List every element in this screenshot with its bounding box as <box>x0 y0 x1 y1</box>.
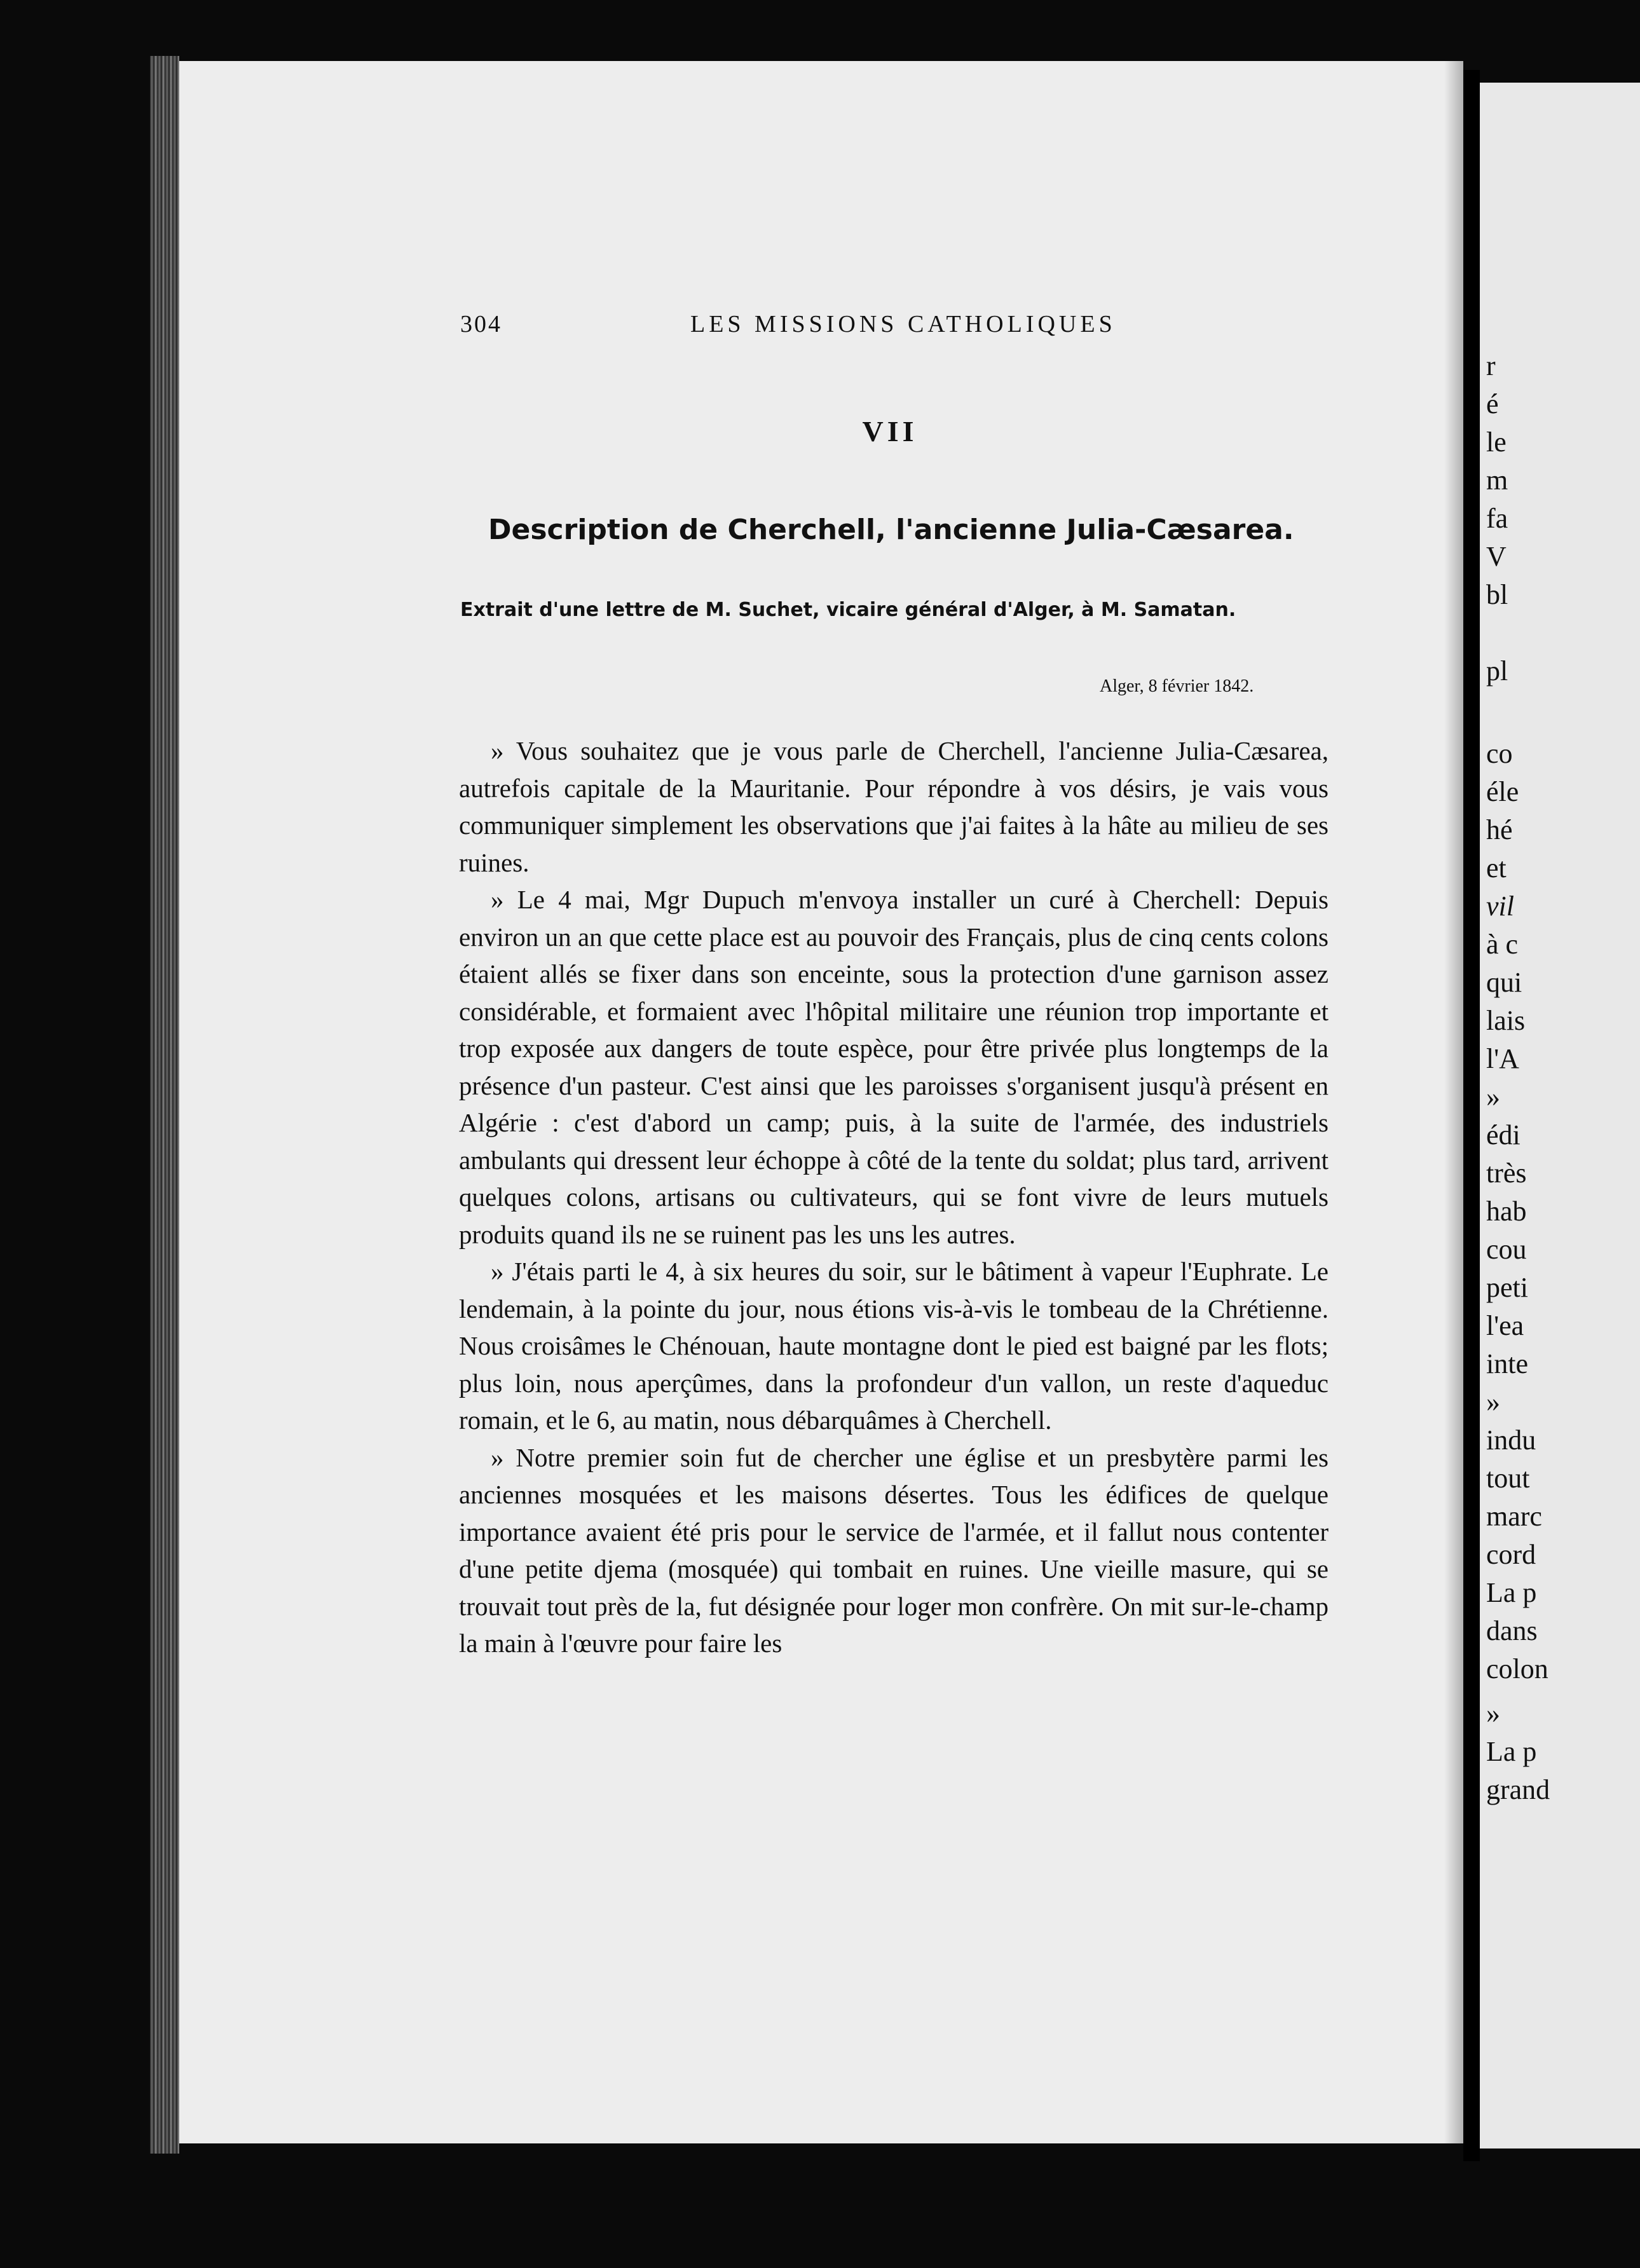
fragment-line: éle <box>1486 776 1519 807</box>
fragment-line: r <box>1486 350 1496 381</box>
fragment-line: peti <box>1486 1272 1528 1303</box>
running-title: LES MISSIONS CATHOLIQUES <box>690 311 1116 338</box>
paragraph: » J'étais parti le 4, à six heures du soir, sur le bâtiment à vapeur l'Euphrate. Le lendemain, à la pointe du jour, nous étions vis-à-vis le tombeau de la Chrétienne. Nous croisâmes le Chénouan, haute montagne dont le pied est baigné par les flots; plus loin, nous aperçûmes, dans la profondeur d'un vallon, un reste d'aqueduc romain, et le 6, au matin, nous débarquâmes à Cherchell. <box>459 1257 1329 1435</box>
page-number: 304 <box>460 311 502 338</box>
article-subtitle: Extrait d'une lettre de M. Suchet, vicaire général d'Alger, à M. Samatan. <box>460 599 1236 621</box>
article-title: Description de Cherchell, l'ancienne Julia-Cæsarea. <box>488 514 1294 546</box>
fragment-line: m <box>1486 465 1508 496</box>
fragment-line: fa <box>1486 503 1508 534</box>
fragment-line: hab <box>1486 1196 1527 1227</box>
fragment-line: cou <box>1486 1234 1527 1265</box>
fragment-line: grand <box>1486 1774 1550 1805</box>
fragment-line: à c <box>1486 929 1519 960</box>
fragment-line: dans <box>1486 1615 1538 1646</box>
fragment-line: édi <box>1486 1119 1520 1151</box>
article-body <box>459 732 1329 1662</box>
fragment-line: pl <box>1486 655 1508 687</box>
fragment-line: très <box>1486 1158 1527 1189</box>
fragment-line: La p <box>1486 1577 1537 1608</box>
fragment-line: La p <box>1486 1736 1537 1767</box>
fragment-line: hé <box>1486 814 1513 845</box>
fragment-line: bl <box>1486 579 1508 610</box>
fragment-line: tout <box>1486 1463 1530 1494</box>
fragment-line: é <box>1486 388 1499 420</box>
book-gutter <box>1463 70 1480 2161</box>
fragment-line: l'ea <box>1486 1310 1524 1341</box>
fragment-line: et <box>1486 852 1507 884</box>
right-page-fragment <box>1480 83 1640 2148</box>
paragraph: » Notre premier soin fut de chercher une église et un presbytère parmi les anciennes mosquées et les maisons désertes. Tous les édifices de quelque importance avaient été pris pour le service de l'armée, et il fallut nous contenter d'une petite djema (mosquée) qui tombait en ruines. Une vieille masure, qui se trouvait tout près de la, fut désignée pour loger mon confrère. On mit sur-le-champ la main à l'œuvre pour faire les <box>459 1442 1329 1658</box>
fragment-line: le <box>1486 427 1507 458</box>
fragment-line: vil <box>1486 891 1514 922</box>
fragment-line: inte <box>1486 1348 1528 1379</box>
fragment-line: » <box>1486 1081 1500 1112</box>
fragment-line: co <box>1486 738 1513 769</box>
dateline: Alger, 8 février 1842. <box>1100 676 1254 696</box>
paragraph: » Vous souhaitez que je vous parle de Cherchell, l'ancienne Julia-Cæsarea, autrefois capitale de la Mauritanie. Pour répondre à vos désirs, je vais vous communiquer simplement les observations que j'ai faites à la hâte au milieu de ses ruines. <box>459 736 1329 877</box>
fragment-line: » <box>1486 1386 1500 1418</box>
fragment-line: colon <box>1486 1653 1548 1684</box>
chapter-number: VII <box>862 415 918 447</box>
fragment-line: indu <box>1486 1424 1536 1456</box>
fragment-line: l'A <box>1486 1043 1519 1074</box>
fragment-line: lais <box>1486 1005 1526 1036</box>
fragment-line: » <box>1486 1698 1500 1729</box>
page-stack-edge <box>150 56 179 2154</box>
fragment-line: qui <box>1486 967 1522 998</box>
paragraph: » Le 4 mai, Mgr Dupuch m'envoya installer un curé à Cherchell: Depuis environ un an que cette place est au pouvoir des Français, plus de cinq cents colons étaient allés se fixer dans son enceinte, sous la protection d'une garnison assez considérable, et formaient avec l'hôpital militaire une réunion trop importante et trop exposée aux dangers de toute espèce, pour être privée plus longtemps de la présence d'un pasteur. C'est ainsi que les paroisses s'organisent jusqu'à présent en Algérie : c'est d'abord un camp; puis, à la suite de l'armée, des industriels ambulants qui dressent leur échoppe à côté de la tente du soldat; plus tard, arrivent quelques colons, artisans ou cultivateurs, qui se font vivre de leurs mutuels produits quand ils ne se ruinent pas les uns les autres. <box>459 885 1329 1249</box>
fragment-line: marc <box>1486 1501 1542 1532</box>
fragment-line: V <box>1486 541 1507 572</box>
fragment-line: cord <box>1486 1539 1536 1570</box>
